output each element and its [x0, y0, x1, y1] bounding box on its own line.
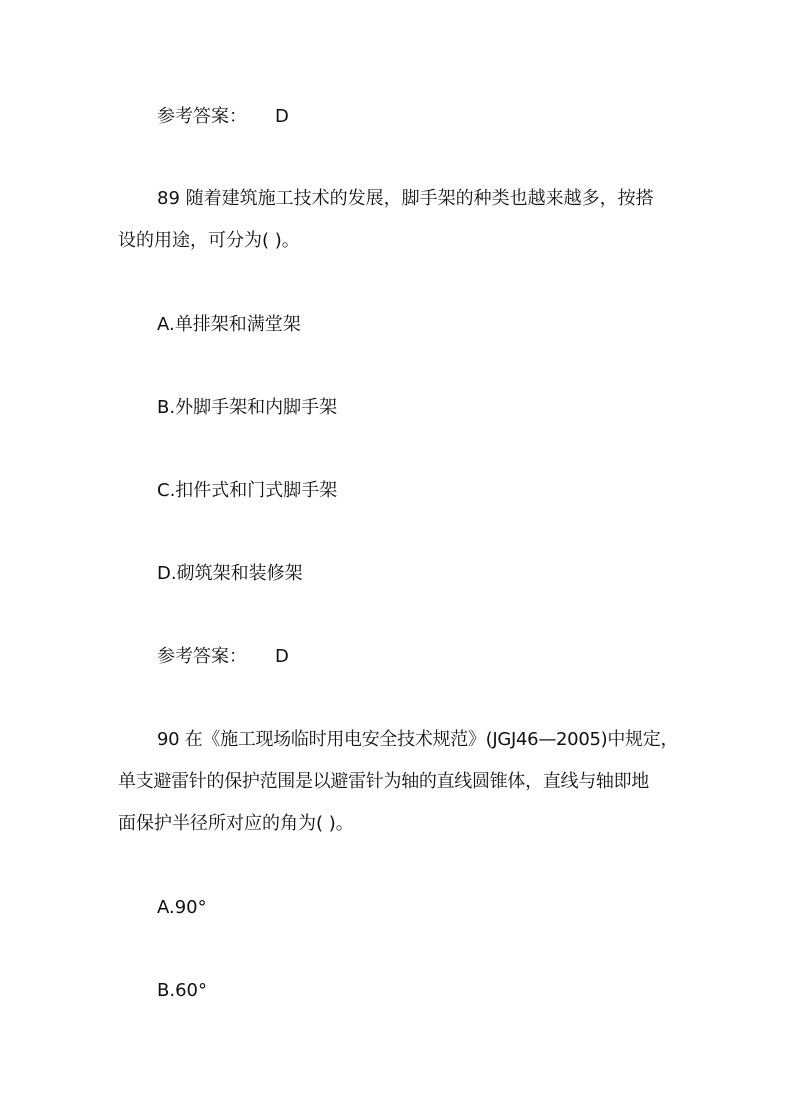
question-text: 面保护半径所对应的角为( )。 — [118, 813, 354, 834]
option-b: B.外脚手架和内脚手架 — [157, 397, 338, 418]
question-text: 89 随着建筑施工技术的发展，脚手架的种类也越来越多，按搭 — [157, 188, 654, 209]
option-d: D.砌筑架和装修架 — [157, 563, 303, 584]
question-text: 单支避雷针的保护范围是以避雷针为轴的直线圆锥体，直线与轴即地 — [118, 771, 649, 792]
question-text: 90 在《施工现场临时用电安全技术规范》(JGJ46—2005)中规定， — [157, 729, 679, 750]
answer-89 — [157, 645, 289, 669]
option-a: A.90° — [157, 897, 207, 918]
option-a: A.单排架和满堂架 — [157, 314, 301, 335]
option-c: C.扣件式和门式脚手架 — [157, 480, 338, 501]
answer-88 — [157, 105, 289, 129]
question-text: 设的用途，可分为( )。 — [118, 230, 300, 251]
answer-label: 参考答案： — [157, 106, 247, 127]
answer-label: 参考答案： — [157, 646, 247, 667]
answer-value: D — [275, 106, 289, 127]
answer-value: D — [275, 646, 289, 667]
option-b: B.60° — [157, 980, 207, 1001]
